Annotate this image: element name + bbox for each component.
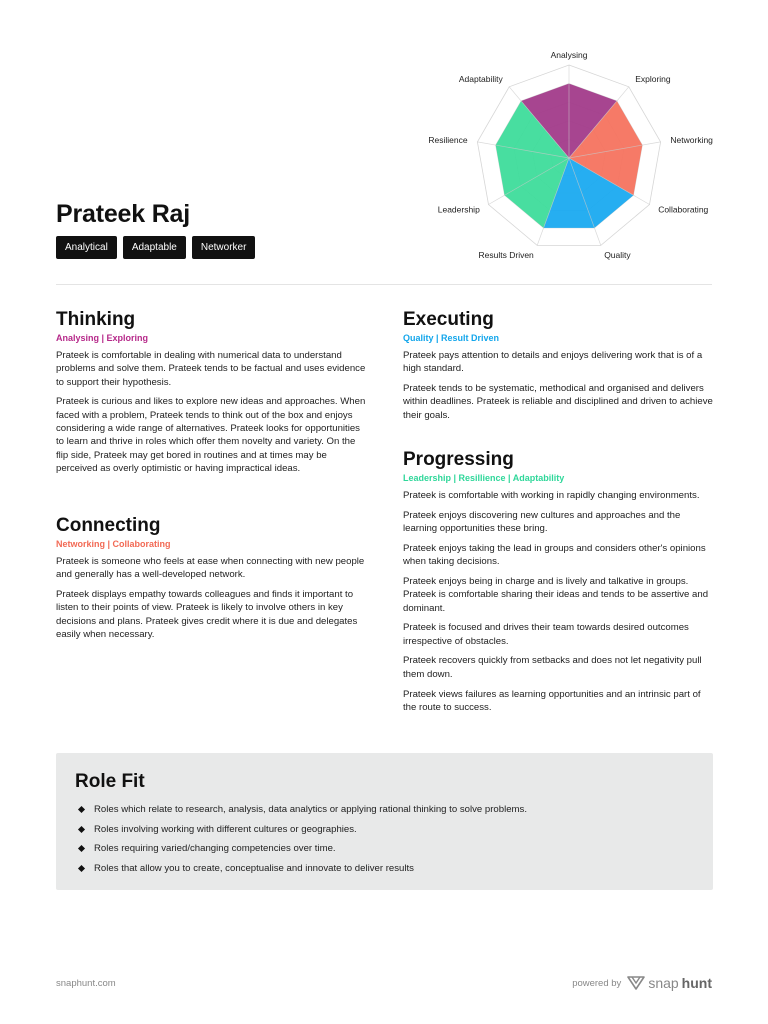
diamond-bullet-icon bbox=[78, 806, 85, 813]
footer-brand bbox=[572, 975, 712, 991]
logo-text-light: snap bbox=[648, 975, 679, 991]
snaphunt-logo[interactable] bbox=[627, 975, 712, 991]
radar-axis-label: Analysing bbox=[550, 50, 588, 60]
executing-section bbox=[403, 309, 715, 428]
section-paragraph: Prateek displays empathy towards colleagues and finds it important to listen to their points of view. Prateek is likely to involve others in key decisions and plans. Prateek gives credit where it is due and delegates easily when necessary. bbox=[56, 589, 358, 640]
role-fit-item bbox=[75, 803, 694, 816]
trait-tag: Analytical bbox=[56, 236, 117, 259]
connecting-section bbox=[56, 515, 368, 648]
section-paragraph: Prateek pays attention to details and enjoys delivering work that is of a high standard. bbox=[403, 350, 703, 375]
section-paragraph: Prateek enjoys taking the lead in groups and considers other's opinions when taking decisions. bbox=[403, 542, 706, 568]
role-fit-item bbox=[75, 823, 694, 836]
section-title: Executing bbox=[403, 309, 494, 330]
role-fit-text: Roles that allow you to create, conceptualise and innovate to deliver results bbox=[94, 862, 414, 874]
radar-axis-label: Exploring bbox=[635, 74, 671, 85]
section-subtitle: Analysing | Exploring bbox=[56, 333, 149, 343]
section-paragraph: Prateek is comfortable with working in rapidly changing environments. bbox=[403, 490, 700, 501]
section-title: Connecting bbox=[56, 515, 161, 536]
section-paragraph: Prateek is someone who feels at ease when connecting with new people and generally has a well-developed network. bbox=[56, 556, 365, 581]
role-fit-title: Role Fit bbox=[75, 771, 145, 792]
role-fit-text: Roles involving working with different cultures or geographies. bbox=[94, 823, 357, 835]
trait-tag: Networker bbox=[192, 236, 256, 259]
radar-axis-label: Quality bbox=[604, 249, 631, 260]
radar-axis-label: Results Driven bbox=[478, 249, 534, 260]
diamond-bullet-icon bbox=[78, 826, 85, 833]
diamond-bullet-icon bbox=[78, 845, 85, 852]
section-paragraph: Prateek views failures as learning opportunities and an intrinsic part of the route to success. bbox=[403, 688, 701, 713]
section-title: Thinking bbox=[56, 309, 136, 330]
role-fit-list bbox=[75, 803, 694, 875]
candidate-name: Prateek Raj bbox=[56, 200, 190, 228]
competency-radar-chart bbox=[418, 48, 720, 260]
footer-site-link[interactable]: snaphunt.com bbox=[56, 978, 116, 989]
radar-axis-label: Adaptability bbox=[458, 74, 503, 85]
section-paragraph: Prateek is focused and drives their team towards desired outcomes irrespective of obstacles. bbox=[403, 622, 689, 647]
section-subtitle: Leadership | Resillience | Adaptability bbox=[403, 473, 565, 483]
section-paragraph: Prateek is comfortable in dealing with numerical data to understand problems and solve them. Prateek tends to be factual and uses evidence to support their hypothesis. bbox=[56, 350, 366, 388]
radar-axis-label: Collaborating bbox=[658, 204, 709, 215]
section-paragraph: Prateek tends to be systematic, methodical and organised and delivers within deadlines. Prateek is reliable and disciplined and driven to achieve their goals. bbox=[403, 383, 713, 421]
progressing-section bbox=[403, 449, 715, 721]
section-paragraph: Prateek is curious and likes to explore new ideas and approaches. When faced with a problem, Prateek tends to think out of the box and enjoys considering a wide range of alternatives. Prateek looks for opportunities to learn and thrive in roles which offer them novelty and variety. On the flip side, Prateek may get bored in routines and at times may be perceived as overly optimistic or having impractical ideas. bbox=[56, 396, 366, 474]
section-title: Progressing bbox=[403, 449, 514, 470]
thinking-section bbox=[56, 309, 368, 482]
role-fit-text: Roles which relate to research, analysis, data analytics or applying rational thinking to solve problems. bbox=[94, 804, 528, 815]
section-subtitle: Networking | Collaborating bbox=[56, 539, 171, 549]
trait-tags bbox=[56, 236, 255, 259]
header-divider bbox=[56, 284, 712, 285]
trait-tag: Adaptable bbox=[123, 236, 186, 259]
section-paragraph: Prateek enjoys being in charge and is lively and talkative in groups. Prateek is comfortable sharing their ideas and tends to be assertive and dominant. bbox=[403, 575, 709, 614]
powered-by-text: powered by bbox=[572, 977, 622, 989]
role-fit-panel bbox=[56, 753, 713, 890]
role-fit-text: Roles requiring varied/changing competencies over time. bbox=[94, 843, 336, 855]
section-paragraph: Prateek enjoys discovering new cultures and approaches and the learning opportunities these bring. bbox=[403, 509, 681, 535]
radar-axis-label: Networking bbox=[670, 135, 713, 146]
role-fit-item bbox=[75, 842, 694, 855]
role-fit-item bbox=[75, 862, 694, 875]
logo-text-bold: hunt bbox=[681, 975, 712, 991]
section-paragraph: Prateek recovers quickly from setbacks and does not let negativity pull them down. bbox=[403, 655, 702, 680]
section-subtitle: Quality | Result Driven bbox=[403, 333, 500, 343]
diamond-bullet-icon bbox=[78, 865, 85, 872]
snaphunt-logo-icon bbox=[627, 976, 645, 990]
radar-axis-label: Resilience bbox=[428, 135, 468, 146]
radar-axis-label: Leadership bbox=[437, 204, 480, 215]
